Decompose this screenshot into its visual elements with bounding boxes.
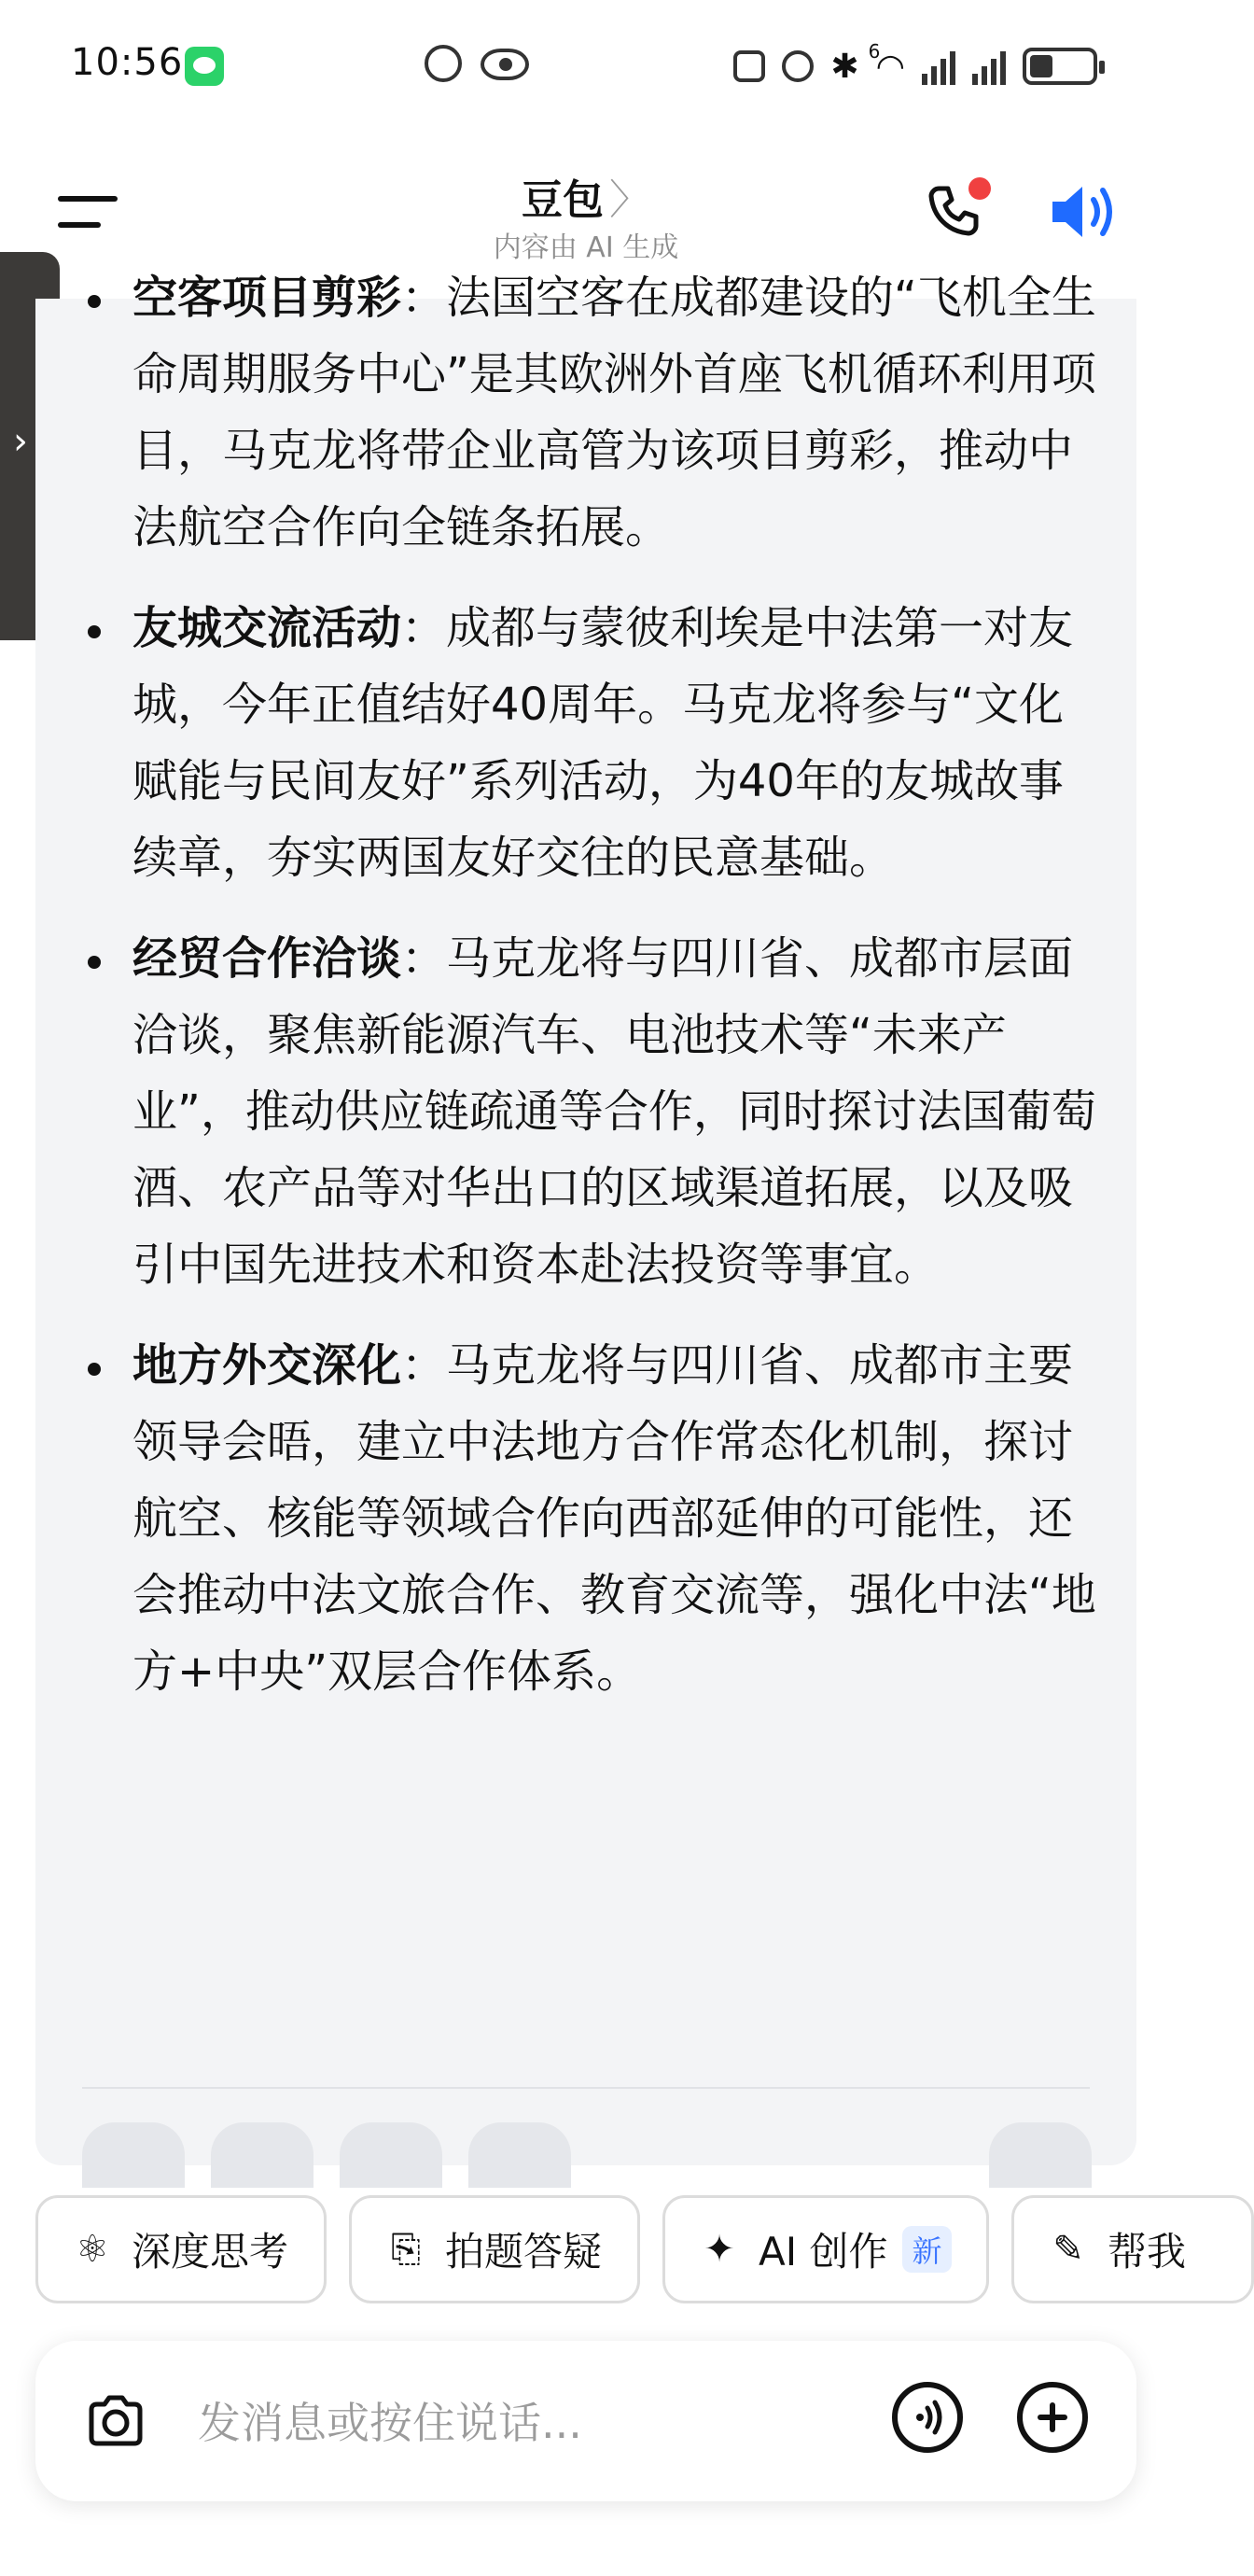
item-text: ：马克龙将与四川省、成都市层面洽谈，聚焦新能源汽车、电池技术等“未来产业”，推动供应链疏通等合作，同时探讨法国葡萄酒、农产品等对华出口的区域渠道拓展，以及吸引中国先进技术和资本赴法投资等事宜。	[132, 932, 1096, 1291]
signal-icon-1	[922, 48, 955, 85]
battery-icon	[1023, 48, 1097, 85]
page-title[interactable]	[0, 166, 1172, 226]
atom-icon: ⚛	[76, 2228, 109, 2271]
ai-disclaimer: 内容由 AI 生成	[493, 231, 679, 264]
chevron-right-icon: ›	[13, 420, 28, 463]
status-bar	[0, 0, 1172, 140]
speaker-button[interactable]	[1047, 179, 1122, 245]
quick-actions	[35, 2195, 1187, 2307]
more-button[interactable]	[989, 2122, 1092, 2188]
alarm-icon	[782, 50, 814, 82]
camera-icon	[82, 2387, 149, 2455]
network-label: 6	[868, 39, 881, 63]
item-title: 经贸合作洽谈	[132, 932, 402, 985]
chip-label: 拍题答疑	[445, 2229, 603, 2275]
message-input[interactable]: 发消息或按住说话...	[198, 2398, 582, 2448]
notification-dot	[968, 177, 991, 200]
share-button[interactable]	[340, 2122, 442, 2188]
message-input-bar	[35, 2341, 1136, 2501]
item-title: 友城交流活动	[132, 602, 402, 654]
chip-deep-think[interactable]	[35, 2195, 327, 2303]
eye-icon	[481, 49, 529, 80]
timer-icon	[425, 45, 462, 82]
chevron-right-icon: 〉	[609, 176, 650, 224]
chip-photo-question[interactable]	[349, 2195, 640, 2303]
chip-ai-create[interactable]	[662, 2195, 989, 2303]
list-item	[35, 590, 1136, 896]
nfc-icon	[733, 50, 765, 82]
chip-label: 深度思考	[132, 2229, 289, 2275]
speaker-icon	[1047, 179, 1122, 245]
sparkle-icon: ✦	[704, 2228, 735, 2271]
doc-search-icon: ⎘	[391, 2228, 421, 2271]
item-text: ：成都与蒙彼利埃是中法第一对友城，今年正值结好40周年。马克龙将参与“文化赋能与民间友好”系列活动，为40年的友城故事续章，夯实两国友好交往的民意基础。	[132, 602, 1074, 884]
bot-name: 豆包	[522, 176, 604, 224]
divider	[82, 2087, 1090, 2089]
wifi-icon: 6 ◠	[868, 39, 905, 86]
chip-label: AI 创作	[759, 2229, 888, 2275]
status-time: 10:56	[71, 41, 184, 84]
camera-button[interactable]	[82, 2387, 149, 2455]
voice-wave-icon	[898, 2387, 957, 2447]
copy-button[interactable]	[82, 2122, 185, 2188]
list-item	[35, 1327, 1136, 1710]
status-mid-icons	[425, 41, 536, 88]
voice-button[interactable]	[892, 2382, 963, 2453]
list-item	[35, 259, 1136, 566]
item-text: ：马克龙将与四川省、成都市主要领导会晤，建立中法地方合作常态化机制，探讨航空、核能等领域合作向西部延伸的可能性，还会推动中法文旅合作、教育交流等，强化中法“地方+中央”双层合作体系。	[132, 1339, 1096, 1698]
plus-icon[interactable]	[1017, 2382, 1088, 2453]
item-text: ：法国空客在成都建设的“飞机全生命周期服务中心”是其欧洲外首座飞机循环利用项目，马克龙将带企业高管为该项目剪彩，推动中法航空合作向全链条拓展。	[132, 272, 1096, 553]
play-button[interactable]	[468, 2122, 571, 2188]
wechat-icon	[185, 47, 224, 86]
bluetooth-icon: ✱	[830, 47, 859, 86]
chip-help-me[interactable]	[1011, 2195, 1254, 2303]
edit-icon: ✎	[1052, 2228, 1084, 2271]
signal-icon-2	[972, 48, 1006, 85]
item-title: 空客项目剪彩	[132, 272, 402, 324]
like-button[interactable]	[211, 2122, 314, 2188]
ai-message-bubble	[35, 272, 1136, 2165]
message-list	[35, 259, 1136, 1734]
status-right-icons	[733, 39, 1097, 88]
list-item	[35, 920, 1136, 1303]
item-title: 地方外交深化	[132, 1339, 402, 1392]
new-badge: 新	[902, 2226, 951, 2273]
chip-label: 帮我	[1108, 2229, 1187, 2275]
